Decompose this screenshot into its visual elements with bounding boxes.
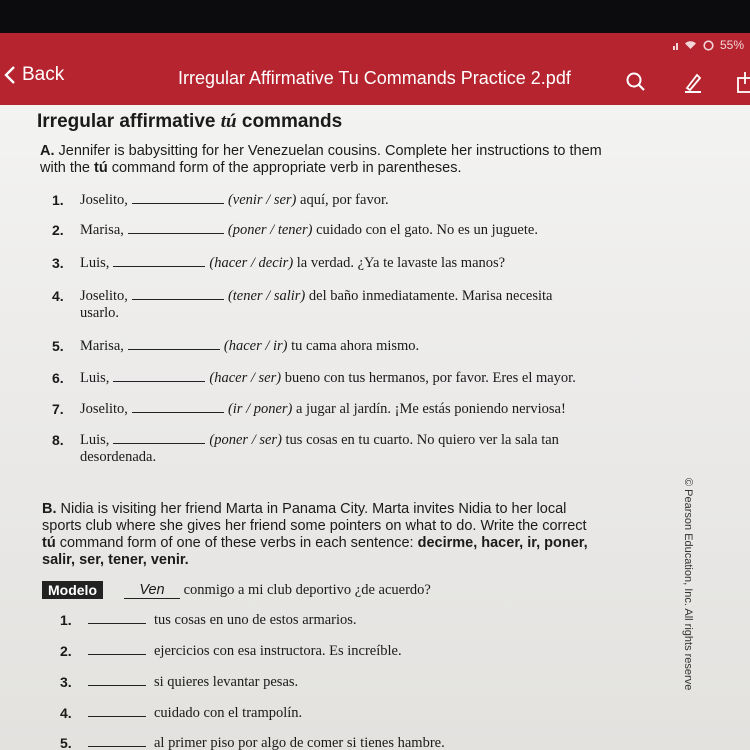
list-item: Luis, (poner / ser) tus cosas en tu cuarto. No quiero ver la sala tan [80,432,559,448]
list-item: si quieres levantar pesas. [84,674,298,691]
item-number: 7. [52,401,64,417]
list-item: Joselito, (tener / salir) del baño inmediatamente. Marisa necesita [80,288,553,304]
list-item-continuation: desordenada. [80,449,157,465]
signal-icon [673,41,678,50]
copyright-notice: © Pearson Education, Inc. All rights reserve [682,478,694,691]
modelo-sentence: Ven conmigo a mi club deportivo ¿de acuerdo? [124,582,431,599]
section-a-instructions: A. Jennifer is babysitting for her Venezuelan cousins. Complete her instructions to them with the tú command form of the appropriate verb in parentheses. [40,143,602,176]
list-item: Luis, (hacer / ser) bueno con tus hermanos, por favor. Eres el mayor. [80,370,576,386]
list-item: Luis, (hacer / decir) la verdad. ¿Ya te lavaste las manos? [80,255,506,271]
item-number: 4. [52,288,64,304]
list-item: cuidado con el trampolín. [84,705,302,722]
wifi-icon [684,40,697,50]
search-icon[interactable] [624,70,648,94]
list-item: Marisa, (hacer / ir) tu cama ahora mismo. [80,338,420,354]
list-item-continuation: usarlo. [80,305,120,321]
item-number: 5. [52,338,64,354]
section-b-instructions: B. Nidia is visiting her friend Marta in Panama City. Marta invites Nidia to her local sports club where she gives her friend some pointers on what to do. Write the correct tú command form of one of these verbs in each sentence: decirme, hacer, ir, poner, salir, ser, tener, venir. [42,501,588,568]
answer-blank[interactable] [132,202,224,204]
item-number: 1. [52,192,64,208]
item-number: 4. [60,705,72,721]
list-item: Joselito, (venir / ser) aquí, por favor. [80,192,389,208]
back-label: Back [22,64,65,85]
answer-blank[interactable] [88,653,146,655]
answer-blank[interactable] [113,265,205,267]
list-item: ejercicios con esa instructora. Es increíble. [84,643,402,660]
answer-blank[interactable] [88,622,146,624]
battery-percent: 55% [719,38,744,52]
answer-blank[interactable] [88,745,146,747]
pdf-page [0,105,750,750]
battery-ring-icon [703,40,714,51]
list-item: Joselito, (ir / poner) a jugar al jardín. ¡Me estás poniendo nerviosa! [80,401,566,417]
status-bar [673,38,744,52]
item-number: 3. [52,255,64,271]
item-number: 8. [52,432,64,448]
chevron-left-icon [4,66,16,84]
item-number: 5. [60,735,72,750]
answer-blank[interactable] [132,411,224,413]
list-item: Marisa, (poner / tener) cuidado con el gato. No es un juguete. [80,222,538,238]
item-number: 6. [52,370,64,386]
item-number: 1. [60,612,72,628]
list-item: al primer piso por algo de comer si tienes hambre. [84,735,445,750]
answer-blank[interactable] [113,380,205,382]
answer-blank[interactable] [88,715,146,717]
list-item: tus cosas en uno de estos armarios. [84,612,357,629]
top-dark-bar [0,0,750,33]
item-number: 3. [60,674,72,690]
answer-blank[interactable] [113,442,205,444]
share-icon[interactable] [734,70,750,94]
modelo-label: Modelo [42,581,103,599]
markup-pen-icon[interactable] [681,70,705,94]
item-number: 2. [52,222,64,238]
answer-blank[interactable] [88,684,146,686]
answer-blank[interactable] [128,348,220,350]
answer-blank[interactable] [128,232,224,234]
answer-blank[interactable] [132,298,224,300]
back-button[interactable] [4,64,64,86]
page-heading: Irregular affirmative tú commands [37,111,343,132]
item-number: 2. [60,643,72,659]
document-title: Irregular Affirmative Tu Commands Practice 2.pdf [178,68,571,88]
